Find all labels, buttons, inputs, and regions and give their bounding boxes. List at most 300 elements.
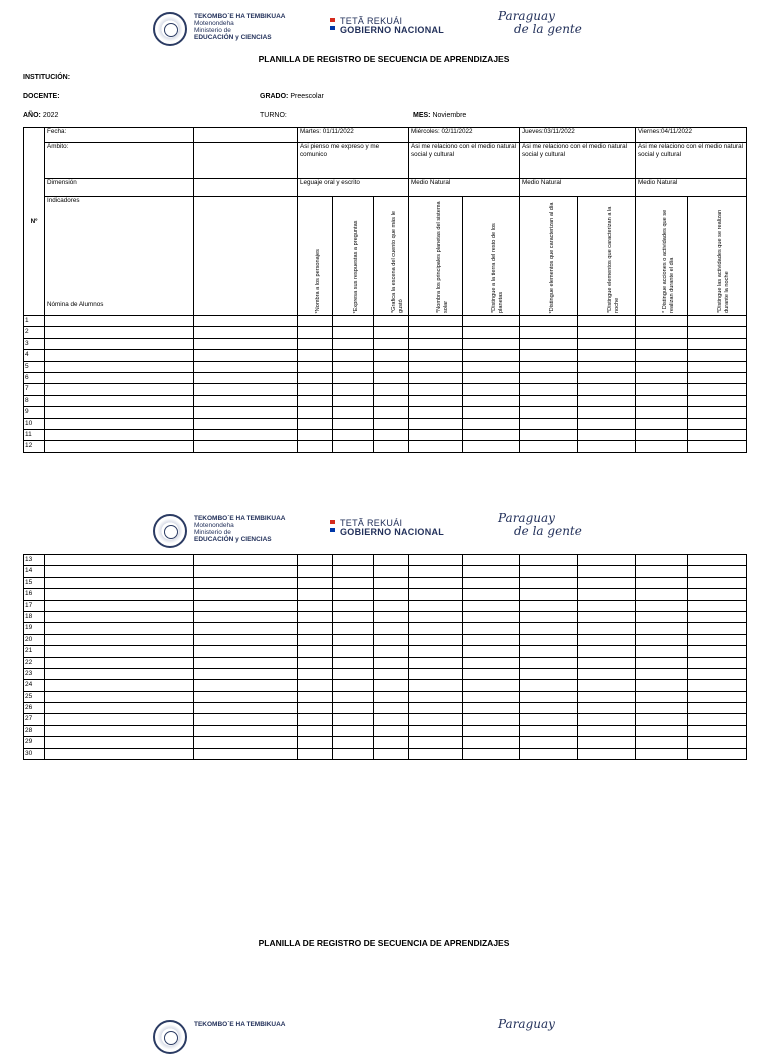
score-cell[interactable]: [463, 703, 520, 714]
score-cell[interactable]: [409, 703, 463, 714]
score-cell[interactable]: [333, 350, 374, 361]
score-cell[interactable]: [333, 555, 374, 566]
student-name-cell[interactable]: [45, 657, 194, 668]
score-cell[interactable]: [298, 350, 333, 361]
score-cell[interactable]: [333, 680, 374, 691]
student-name-cell[interactable]: [45, 316, 194, 327]
score-cell[interactable]: [636, 646, 688, 657]
score-cell[interactable]: [333, 589, 374, 600]
score-cell[interactable]: [409, 384, 463, 395]
score-cell[interactable]: [520, 600, 578, 611]
student-name-cell[interactable]: [45, 418, 194, 429]
score-cell[interactable]: [688, 372, 747, 383]
score-cell[interactable]: [636, 372, 688, 383]
score-cell[interactable]: [578, 316, 636, 327]
score-cell[interactable]: [374, 657, 409, 668]
score-cell[interactable]: [409, 646, 463, 657]
score-cell[interactable]: [333, 316, 374, 327]
score-cell[interactable]: [688, 429, 747, 440]
score-cell[interactable]: [333, 725, 374, 736]
score-cell[interactable]: [520, 623, 578, 634]
score-cell[interactable]: [194, 577, 298, 588]
score-cell[interactable]: [520, 668, 578, 679]
score-cell[interactable]: [333, 418, 374, 429]
score-cell[interactable]: [374, 372, 409, 383]
student-name-cell[interactable]: [45, 646, 194, 657]
score-cell[interactable]: [578, 748, 636, 759]
score-cell[interactable]: [333, 395, 374, 406]
score-cell[interactable]: [520, 407, 578, 418]
score-cell[interactable]: [520, 646, 578, 657]
student-name-cell[interactable]: [45, 566, 194, 577]
student-name-cell[interactable]: [45, 634, 194, 645]
score-cell[interactable]: [298, 327, 333, 338]
score-cell[interactable]: [374, 714, 409, 725]
score-cell[interactable]: [463, 725, 520, 736]
score-cell[interactable]: [374, 589, 409, 600]
score-cell[interactable]: [298, 555, 333, 566]
score-cell[interactable]: [636, 441, 688, 452]
score-cell[interactable]: [636, 657, 688, 668]
score-cell[interactable]: [333, 737, 374, 748]
score-cell[interactable]: [194, 748, 298, 759]
score-cell[interactable]: [298, 714, 333, 725]
score-cell[interactable]: [409, 577, 463, 588]
score-cell[interactable]: [194, 600, 298, 611]
score-cell[interactable]: [194, 350, 298, 361]
score-cell[interactable]: [298, 577, 333, 588]
score-cell[interactable]: [374, 441, 409, 452]
score-cell[interactable]: [374, 327, 409, 338]
score-cell[interactable]: [374, 429, 409, 440]
score-cell[interactable]: [333, 441, 374, 452]
score-cell[interactable]: [374, 611, 409, 622]
score-cell[interactable]: [463, 646, 520, 657]
score-cell[interactable]: [636, 668, 688, 679]
score-cell[interactable]: [520, 611, 578, 622]
score-cell[interactable]: [374, 555, 409, 566]
score-cell[interactable]: [298, 680, 333, 691]
score-cell[interactable]: [636, 566, 688, 577]
score-cell[interactable]: [333, 703, 374, 714]
score-cell[interactable]: [463, 657, 520, 668]
score-cell[interactable]: [463, 418, 520, 429]
score-cell[interactable]: [194, 725, 298, 736]
score-cell[interactable]: [578, 657, 636, 668]
score-cell[interactable]: [520, 555, 578, 566]
score-cell[interactable]: [688, 350, 747, 361]
score-cell[interactable]: [333, 338, 374, 349]
score-cell[interactable]: [520, 634, 578, 645]
score-cell[interactable]: [333, 634, 374, 645]
score-cell[interactable]: [688, 680, 747, 691]
score-cell[interactable]: [374, 566, 409, 577]
score-cell[interactable]: [194, 429, 298, 440]
score-cell[interactable]: [194, 646, 298, 657]
score-cell[interactable]: [409, 737, 463, 748]
score-cell[interactable]: [520, 395, 578, 406]
score-cell[interactable]: [520, 384, 578, 395]
score-cell[interactable]: [520, 441, 578, 452]
score-cell[interactable]: [520, 691, 578, 702]
score-cell[interactable]: [298, 703, 333, 714]
score-cell[interactable]: [520, 429, 578, 440]
score-cell[interactable]: [578, 589, 636, 600]
score-cell[interactable]: [298, 361, 333, 372]
score-cell[interactable]: [463, 372, 520, 383]
score-cell[interactable]: [298, 725, 333, 736]
student-name-cell[interactable]: [45, 429, 194, 440]
score-cell[interactable]: [463, 577, 520, 588]
score-cell[interactable]: [578, 691, 636, 702]
score-cell[interactable]: [520, 703, 578, 714]
score-cell[interactable]: [333, 668, 374, 679]
score-cell[interactable]: [578, 714, 636, 725]
score-cell[interactable]: [636, 623, 688, 634]
score-cell[interactable]: [688, 703, 747, 714]
student-name-cell[interactable]: [45, 361, 194, 372]
score-cell[interactable]: [636, 316, 688, 327]
score-cell[interactable]: [463, 589, 520, 600]
score-cell[interactable]: [194, 327, 298, 338]
score-cell[interactable]: [520, 589, 578, 600]
score-cell[interactable]: [194, 384, 298, 395]
score-cell[interactable]: [298, 316, 333, 327]
score-cell[interactable]: [374, 350, 409, 361]
score-cell[interactable]: [298, 691, 333, 702]
score-cell[interactable]: [409, 680, 463, 691]
score-cell[interactable]: [520, 338, 578, 349]
score-cell[interactable]: [463, 691, 520, 702]
student-name-cell[interactable]: [45, 577, 194, 588]
score-cell[interactable]: [409, 407, 463, 418]
score-cell[interactable]: [374, 646, 409, 657]
score-cell[interactable]: [636, 725, 688, 736]
score-cell[interactable]: [636, 429, 688, 440]
score-cell[interactable]: [463, 634, 520, 645]
student-name-cell[interactable]: [45, 714, 194, 725]
score-cell[interactable]: [578, 407, 636, 418]
score-cell[interactable]: [688, 714, 747, 725]
score-cell[interactable]: [374, 577, 409, 588]
score-cell[interactable]: [578, 429, 636, 440]
score-cell[interactable]: [688, 646, 747, 657]
score-cell[interactable]: [463, 441, 520, 452]
score-cell[interactable]: [333, 657, 374, 668]
score-cell[interactable]: [463, 407, 520, 418]
score-cell[interactable]: [520, 714, 578, 725]
score-cell[interactable]: [333, 714, 374, 725]
score-cell[interactable]: [688, 418, 747, 429]
score-cell[interactable]: [578, 646, 636, 657]
student-name-cell[interactable]: [45, 384, 194, 395]
score-cell[interactable]: [374, 384, 409, 395]
score-cell[interactable]: [409, 691, 463, 702]
score-cell[interactable]: [463, 384, 520, 395]
score-cell[interactable]: [578, 350, 636, 361]
score-cell[interactable]: [298, 395, 333, 406]
score-cell[interactable]: [374, 361, 409, 372]
student-name-cell[interactable]: [45, 680, 194, 691]
score-cell[interactable]: [463, 429, 520, 440]
score-cell[interactable]: [194, 634, 298, 645]
score-cell[interactable]: [333, 748, 374, 759]
score-cell[interactable]: [636, 611, 688, 622]
score-cell[interactable]: [636, 338, 688, 349]
score-cell[interactable]: [374, 691, 409, 702]
score-cell[interactable]: [298, 748, 333, 759]
score-cell[interactable]: [333, 623, 374, 634]
score-cell[interactable]: [409, 429, 463, 440]
score-cell[interactable]: [578, 418, 636, 429]
score-cell[interactable]: [409, 714, 463, 725]
student-name-cell[interactable]: [45, 725, 194, 736]
score-cell[interactable]: [463, 327, 520, 338]
score-cell[interactable]: [578, 611, 636, 622]
score-cell[interactable]: [374, 316, 409, 327]
score-cell[interactable]: [409, 555, 463, 566]
score-cell[interactable]: [688, 657, 747, 668]
score-cell[interactable]: [298, 566, 333, 577]
score-cell[interactable]: [194, 316, 298, 327]
score-cell[interactable]: [374, 418, 409, 429]
score-cell[interactable]: [298, 657, 333, 668]
score-cell[interactable]: [578, 372, 636, 383]
student-name-cell[interactable]: [45, 372, 194, 383]
score-cell[interactable]: [578, 441, 636, 452]
score-cell[interactable]: [194, 589, 298, 600]
score-cell[interactable]: [194, 714, 298, 725]
score-cell[interactable]: [298, 441, 333, 452]
score-cell[interactable]: [298, 589, 333, 600]
score-cell[interactable]: [688, 611, 747, 622]
score-cell[interactable]: [578, 555, 636, 566]
score-cell[interactable]: [374, 338, 409, 349]
score-cell[interactable]: [333, 577, 374, 588]
score-cell[interactable]: [194, 623, 298, 634]
score-cell[interactable]: [374, 737, 409, 748]
score-cell[interactable]: [374, 680, 409, 691]
score-cell[interactable]: [298, 384, 333, 395]
score-cell[interactable]: [333, 327, 374, 338]
score-cell[interactable]: [463, 350, 520, 361]
score-cell[interactable]: [463, 555, 520, 566]
score-cell[interactable]: [578, 668, 636, 679]
score-cell[interactable]: [409, 350, 463, 361]
score-cell[interactable]: [636, 384, 688, 395]
score-cell[interactable]: [374, 623, 409, 634]
score-cell[interactable]: [520, 748, 578, 759]
score-cell[interactable]: [298, 668, 333, 679]
score-cell[interactable]: [194, 407, 298, 418]
score-cell[interactable]: [520, 566, 578, 577]
score-cell[interactable]: [463, 566, 520, 577]
score-cell[interactable]: [298, 407, 333, 418]
student-name-cell[interactable]: [45, 338, 194, 349]
score-cell[interactable]: [578, 725, 636, 736]
score-cell[interactable]: [298, 611, 333, 622]
score-cell[interactable]: [298, 418, 333, 429]
score-cell[interactable]: [374, 600, 409, 611]
score-cell[interactable]: [333, 600, 374, 611]
score-cell[interactable]: [298, 429, 333, 440]
score-cell[interactable]: [520, 725, 578, 736]
score-cell[interactable]: [636, 714, 688, 725]
score-cell[interactable]: [374, 748, 409, 759]
student-name-cell[interactable]: [45, 555, 194, 566]
score-cell[interactable]: [463, 680, 520, 691]
student-name-cell[interactable]: [45, 623, 194, 634]
score-cell[interactable]: [578, 634, 636, 645]
score-cell[interactable]: [578, 338, 636, 349]
student-name-cell[interactable]: [45, 600, 194, 611]
score-cell[interactable]: [636, 555, 688, 566]
score-cell[interactable]: [409, 395, 463, 406]
score-cell[interactable]: [520, 737, 578, 748]
score-cell[interactable]: [409, 589, 463, 600]
score-cell[interactable]: [409, 361, 463, 372]
score-cell[interactable]: [688, 316, 747, 327]
score-cell[interactable]: [688, 737, 747, 748]
student-name-cell[interactable]: [45, 589, 194, 600]
student-name-cell[interactable]: [45, 668, 194, 679]
score-cell[interactable]: [194, 668, 298, 679]
score-cell[interactable]: [520, 361, 578, 372]
score-cell[interactable]: [409, 418, 463, 429]
score-cell[interactable]: [463, 623, 520, 634]
score-cell[interactable]: [463, 737, 520, 748]
score-cell[interactable]: [463, 316, 520, 327]
score-cell[interactable]: [463, 611, 520, 622]
score-cell[interactable]: [688, 577, 747, 588]
score-cell[interactable]: [194, 338, 298, 349]
score-cell[interactable]: [636, 418, 688, 429]
score-cell[interactable]: [374, 725, 409, 736]
score-cell[interactable]: [688, 384, 747, 395]
score-cell[interactable]: [194, 737, 298, 748]
score-cell[interactable]: [636, 327, 688, 338]
score-cell[interactable]: [578, 395, 636, 406]
score-cell[interactable]: [520, 577, 578, 588]
score-cell[interactable]: [333, 646, 374, 657]
score-cell[interactable]: [409, 327, 463, 338]
score-cell[interactable]: [298, 634, 333, 645]
score-cell[interactable]: [409, 611, 463, 622]
score-cell[interactable]: [194, 691, 298, 702]
score-cell[interactable]: [409, 316, 463, 327]
score-cell[interactable]: [194, 372, 298, 383]
score-cell[interactable]: [520, 350, 578, 361]
student-name-cell[interactable]: [45, 350, 194, 361]
score-cell[interactable]: [463, 395, 520, 406]
score-cell[interactable]: [463, 748, 520, 759]
score-cell[interactable]: [409, 566, 463, 577]
score-cell[interactable]: [409, 634, 463, 645]
score-cell[interactable]: [463, 600, 520, 611]
student-name-cell[interactable]: [45, 748, 194, 759]
score-cell[interactable]: [409, 748, 463, 759]
score-cell[interactable]: [520, 372, 578, 383]
score-cell[interactable]: [409, 657, 463, 668]
score-cell[interactable]: [578, 680, 636, 691]
score-cell[interactable]: [688, 338, 747, 349]
score-cell[interactable]: [636, 577, 688, 588]
score-cell[interactable]: [194, 703, 298, 714]
score-cell[interactable]: [636, 703, 688, 714]
score-cell[interactable]: [578, 361, 636, 372]
score-cell[interactable]: [409, 725, 463, 736]
score-cell[interactable]: [333, 361, 374, 372]
score-cell[interactable]: [333, 611, 374, 622]
student-name-cell[interactable]: [45, 327, 194, 338]
score-cell[interactable]: [194, 555, 298, 566]
score-cell[interactable]: [578, 703, 636, 714]
score-cell[interactable]: [578, 737, 636, 748]
score-cell[interactable]: [194, 566, 298, 577]
score-cell[interactable]: [578, 384, 636, 395]
score-cell[interactable]: [688, 407, 747, 418]
score-cell[interactable]: [688, 566, 747, 577]
score-cell[interactable]: [688, 691, 747, 702]
score-cell[interactable]: [463, 338, 520, 349]
score-cell[interactable]: [688, 748, 747, 759]
score-cell[interactable]: [688, 623, 747, 634]
student-name-cell[interactable]: [45, 407, 194, 418]
score-cell[interactable]: [409, 623, 463, 634]
score-cell[interactable]: [578, 600, 636, 611]
student-name-cell[interactable]: [45, 703, 194, 714]
score-cell[interactable]: [636, 680, 688, 691]
score-cell[interactable]: [194, 680, 298, 691]
score-cell[interactable]: [520, 316, 578, 327]
score-cell[interactable]: [298, 646, 333, 657]
score-cell[interactable]: [636, 407, 688, 418]
score-cell[interactable]: [520, 418, 578, 429]
score-cell[interactable]: [333, 429, 374, 440]
student-name-cell[interactable]: [45, 737, 194, 748]
score-cell[interactable]: [520, 327, 578, 338]
score-cell[interactable]: [578, 577, 636, 588]
student-name-cell[interactable]: [45, 395, 194, 406]
score-cell[interactable]: [298, 372, 333, 383]
score-cell[interactable]: [333, 566, 374, 577]
score-cell[interactable]: [333, 384, 374, 395]
score-cell[interactable]: [688, 395, 747, 406]
score-cell[interactable]: [194, 441, 298, 452]
student-name-cell[interactable]: [45, 441, 194, 452]
score-cell[interactable]: [194, 611, 298, 622]
score-cell[interactable]: [578, 623, 636, 634]
score-cell[interactable]: [688, 361, 747, 372]
score-cell[interactable]: [298, 338, 333, 349]
score-cell[interactable]: [636, 361, 688, 372]
score-cell[interactable]: [409, 372, 463, 383]
score-cell[interactable]: [298, 600, 333, 611]
score-cell[interactable]: [688, 668, 747, 679]
score-cell[interactable]: [298, 623, 333, 634]
score-cell[interactable]: [194, 418, 298, 429]
score-cell[interactable]: [409, 338, 463, 349]
score-cell[interactable]: [374, 395, 409, 406]
score-cell[interactable]: [636, 395, 688, 406]
score-cell[interactable]: [333, 691, 374, 702]
score-cell[interactable]: [333, 407, 374, 418]
score-cell[interactable]: [636, 350, 688, 361]
score-cell[interactable]: [688, 327, 747, 338]
score-cell[interactable]: [194, 657, 298, 668]
student-name-cell[interactable]: [45, 691, 194, 702]
score-cell[interactable]: [374, 703, 409, 714]
